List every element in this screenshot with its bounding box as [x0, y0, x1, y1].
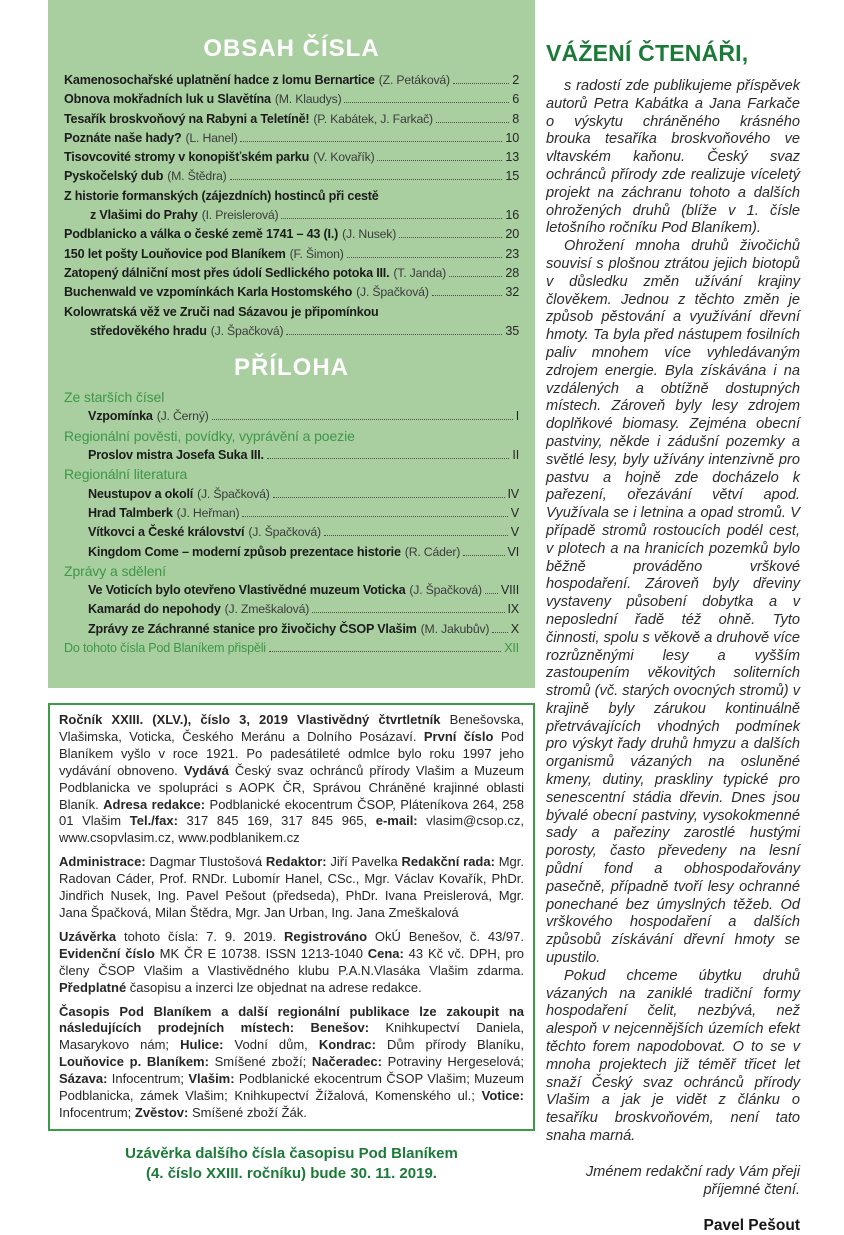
dotted-leader — [273, 487, 505, 498]
toc-item-author: (V. Kovařík) — [313, 150, 375, 165]
imprint-text-run: Infocentrum; — [111, 1071, 189, 1087]
imprint-text-run: OkÚ Benešov, č. 43/97. — [374, 928, 524, 944]
toc-item — [64, 264, 519, 283]
editorial-column — [546, 40, 800, 1235]
editorial-paragraph: Pokud chceme úbytku druhů vázaných na zaniklé tradiční formy hospodaření čelit, nezbývá, než alespoň v nejcennějších územích efekt těchto forem napodobovat. O to se v mnoha projektech již téměř třicet let snaží Český svaz ochránců přírody Vlašim a jak je vidět z článku o tesaříku broskvoňovém, není tato snaha marná. — [546, 967, 800, 1145]
toc-item — [64, 71, 519, 90]
priloha-item-author: (M. Jakubův) — [420, 621, 490, 636]
priloha-page-number: XII — [504, 641, 519, 656]
imprint-paragraph — [59, 929, 524, 997]
imprint-text-run: Kondrac: — [318, 1037, 387, 1053]
imprint-text-run: Hulice: — [180, 1037, 235, 1053]
toc-page-number: 23 — [505, 246, 519, 261]
deadline-note-line2: (4. číslo XXIII. ročníku) bude 30. 11. 2019. — [146, 1164, 437, 1182]
deadline-note-line1: Uzávěrka dalšího čísla časopisu Pod Blaníkem — [125, 1144, 458, 1162]
toc-item-author: (L. Hanel) — [185, 130, 238, 145]
imprint-text-run: Mgr. Radovan Cáder, Prof. RNDr. Lubomír Hanel, CSc., Mgr. Václav Kovařík, PhDr. Jindřich Nusek, Ing. Pavel Pešout (předseda), PhDr. Ivana Preislerová, Mgr. Jana Špačková, Milan Štědra, Mgr. Jan Urban, Ing. Jana Zmeškalová — [59, 854, 524, 920]
priloha-page-number: X — [510, 621, 519, 636]
toc-item-title: Z historie formanských (zájezdních) hostinců při cestě — [64, 188, 379, 203]
toc-item-title: Buchenwald ve vzpomínkách Karla Hostomského — [64, 285, 353, 300]
imprint-text-run: Vydává — [183, 762, 235, 778]
dotted-leader — [463, 545, 504, 556]
category-heading: Zprávy a sdělení — [64, 562, 166, 579]
priloha-item-author: (J. Špačková) — [248, 525, 321, 540]
imprint-text-run: MK ČR E 10738. ISSN 1213-1040 — [159, 945, 368, 961]
priloha-item-title: Do tohoto čísla Pod Blaníkem přispěli — [64, 641, 266, 656]
priloha-item-author: (R. Cáder) — [404, 544, 461, 559]
priloha-item — [64, 600, 519, 619]
left-column — [48, 0, 535, 1184]
imprint-text-run: Dagmar Tlustošová — [149, 854, 266, 870]
editorial-signature: Pavel Pešout — [703, 1216, 800, 1234]
toc-item-title: Pyskočelský dub — [64, 169, 164, 184]
toc-page-number: 16 — [505, 208, 519, 223]
imprint-text-run: Cena: — [367, 945, 409, 961]
dotted-leader — [399, 227, 502, 238]
priloha-item — [64, 485, 519, 504]
dotted-leader — [453, 73, 509, 84]
priloha-item — [64, 446, 519, 465]
dotted-leader — [432, 285, 503, 296]
toc-item — [64, 167, 519, 186]
imprint-text-run: Ročník XXIII. (XLV.), číslo 3, 2019 Vlastivědný čtvrtletník — [59, 712, 450, 727]
imprint-text-run: Smíšené zboží; — [214, 1054, 312, 1070]
priloha-page-number: IV — [507, 486, 519, 501]
priloha-item-author: (J. Heřman) — [176, 505, 240, 520]
dotted-leader — [240, 131, 502, 142]
dotted-leader — [269, 641, 501, 652]
dotted-leader — [344, 92, 509, 103]
imprint-paragraph — [59, 854, 524, 922]
imprint-text-run: tohoto čísla: 7. 9. 2019. — [123, 928, 284, 944]
category-heading: Regionální literatura — [64, 466, 188, 483]
editorial-paragraph: s radostí zde publikujeme příspěvek autorů Petra Kabátka a Jana Farkače o výskytu chráněného krásného brouka tesaříka broskvoňového ve vltavském kaňonu. Český svaz ochránců přírody zde realizuje víceletý projekt na záchranu tohoto a dalších ohrožených druhů (blíže v 1. čísle letošního ročníku Pod Blaníkem). — [546, 78, 800, 237]
dotted-leader — [230, 169, 503, 180]
dotted-leader — [281, 208, 502, 219]
deadline-note — [48, 1144, 535, 1184]
category-heading: Regionální pověsti, povídky, vyprávění a poezie — [64, 427, 355, 444]
toc-title: OBSAH ČÍSLA — [203, 35, 380, 62]
imprint-text-run: Dům přírody Blaníku, — [386, 1037, 525, 1053]
imprint-text-run: Benešov: — [310, 1020, 386, 1036]
toc-page-number: 32 — [505, 285, 519, 300]
imprint-text-run: Český svaz ochránců přírody Vlašim a Muzeum Podblanicka ve spolupráci s AOPK ČR, Správou Chráněné krajinné oblasti Blaník. — [59, 762, 524, 812]
toc-item — [64, 90, 519, 109]
priloha-item — [64, 620, 519, 639]
imprint-text-run: Vlašim: — [188, 1071, 239, 1087]
imprint-box — [48, 703, 535, 1131]
dotted-leader — [212, 409, 513, 420]
editorial-title: VÁŽENÍ ČTENÁŘI, — [546, 40, 749, 66]
contents-panel — [48, 0, 535, 688]
dotted-leader — [324, 525, 508, 536]
dotted-leader — [436, 112, 509, 123]
imprint-text-run: Benešovska, Vlašimska, Voticka, Českého Meránu a Dolního Posázaví. — [59, 712, 524, 744]
priloha-plain-item — [64, 639, 519, 658]
toc-item-author: (P. Kabátek, J. Farkač) — [313, 111, 433, 126]
priloha-page-number: V — [510, 525, 519, 540]
priloha-item-title: Vítkovci a České království — [88, 525, 245, 540]
priloha-page-number: VI — [507, 544, 519, 559]
toc-item-author: (M. Štědra) — [167, 169, 227, 184]
imprint-text-run: Zvěstov: — [134, 1104, 192, 1120]
toc-item-title: středověkého hradu — [90, 323, 207, 338]
dotted-leader — [312, 602, 504, 613]
category-heading: Ze starších čísel — [64, 389, 165, 406]
imprint-text-run: Redaktor: — [265, 854, 331, 870]
imprint-text-run: Pod Blaníkem vyšlo v roce 1921. Po padesátileté odmlce bylo roku 1997 jeho vydávání obnoveno. — [59, 728, 524, 778]
priloha-item-title: Kamarád do nepohody — [88, 602, 221, 617]
imprint-text-run: Předplatné — [59, 979, 130, 995]
toc-item — [64, 225, 519, 244]
toc-item-title: Tesařík broskvoňový na Rabyni a Teletíně! — [64, 111, 310, 126]
editorial-body — [546, 78, 800, 1146]
toc-item — [64, 110, 519, 129]
toc-item — [64, 245, 519, 264]
toc-item-title: Kolowratská věž ve Zruči nad Sázavou je připomínkou — [64, 304, 379, 319]
imprint-text-run: vlasim@csop.cz, www.csopvlasim.cz, www.podblanikem.cz — [59, 813, 524, 846]
toc-list — [64, 71, 519, 341]
priloha-item-author: (J. Černý) — [156, 409, 209, 424]
priloha-item — [64, 504, 519, 523]
imprint-paragraph — [59, 1004, 524, 1122]
toc-item-author: (J. Špačková) — [356, 285, 429, 300]
toc-item-author: (J. Špačková) — [210, 323, 284, 338]
imprint-text-run: Načeradec: — [311, 1054, 388, 1070]
toc-item — [64, 283, 519, 302]
toc-item-author: (M. Klaudys) — [274, 92, 342, 107]
priloha-item — [64, 543, 519, 562]
toc-page-number: 15 — [505, 169, 519, 184]
editorial-paragraph: Ohrožení mnoha druhů živočichů souvisí s plošnou ztrátou jejich biotopů v důsledku změn užívání krajiny člověkem. Jednou z těchto změn je způsob pěstování a využívání dřevní hmoty. Ta byla před nástupem fosilních paliv mnohem více vyhledávaným zdrojem energie. Byla získávána i na vzdálených a obtížně dostupných místech. Zároveň byly lesy zdrojem doplňkové biomasy. Zejména obecní pastviny, někde i zádušní pozemky a světlé lesy, byly užívány intenzivně pro pastvu a hojně zde docházelo k pařezení, ořezávání větví apod. Využívala se i letnina a opad stromů. V případě stromů rostoucích podél cest, v plotech a na hranicích pozemků bylo běžně prováděno vrškové hospodaření. Zároveň byly dřeviny vystaveny působení dobytka a v neposlední řadě též ohně. Tyto činnosti, spolu s věkově a druhově více rozrůzněnými lesy a vyšším zastoupením věkovitých soliterních stromů (vč. starých ovocných stromů) v krajině byly zárukou kontinuálně přetrvávajících vhodných podmínek pro výskyt řady druhů hmyzu a dalších organismů vázaných na osluněné kmeny, dutiny, praskliny typické pro senescentní stádia dřevin. Dnes jsou bývalé obecní pastviny, vysokokmenné sady a pařeziny zarostlé hustými porosty, často převedeny na lesní půdní fond a obhospodařovány pasečně, případně tvoří lesy ochranné ponechané bez úmyslných těžeb. Od vrškového hospodaření a dalších způsobů získávání dřevní hmoty se upustilo. — [546, 238, 800, 967]
priloha-list — [64, 388, 519, 658]
imprint-text-run: Potraviny Hergeselová; — [387, 1054, 524, 1070]
imprint-text-run: Smíšené zboží Žák. — [191, 1104, 307, 1120]
imprint-text-run: Podblanické ekocentrum ČSOP Vlašim; Muzeum Podblanicka, zámek Vlašim; Knihkupectví Žížalová, Komenského ul.; — [59, 1071, 524, 1104]
imprint-text-run: Časopis Pod Blaníkem a další regionální publikace lze zakoupit na následujících prodejních místech: — [59, 1003, 524, 1036]
imprint-text-run: Votice: — [481, 1088, 524, 1104]
toc-item-author: (J. Nusek) — [342, 227, 397, 242]
toc-item-author: (T. Janda) — [393, 265, 447, 280]
toc-item — [64, 187, 519, 206]
imprint-text-run: Adresa redakce: — [103, 796, 210, 812]
imprint-text-run: Vodní dům, — [234, 1037, 319, 1053]
toc-page-number: 35 — [505, 323, 519, 338]
toc-item — [64, 206, 519, 225]
toc-item-title: z Vlašimi do Prahy — [90, 208, 198, 223]
imprint-text-run: 317 845 169, 317 845 965, — [186, 813, 376, 829]
toc-item — [64, 303, 519, 322]
imprint-text-run: Infocentrum; — [59, 1104, 135, 1120]
priloha-page-number: VIII — [500, 583, 519, 598]
dotted-leader — [267, 448, 510, 459]
imprint-text-run: Uzávěrka — [59, 928, 124, 944]
imprint-text-run: časopisu a inzerci lze objednat na adrese redakce. — [129, 979, 422, 995]
toc-item-author: (Z. Petáková) — [378, 73, 450, 87]
imprint-text-run: Jiří Pavelka — [330, 854, 402, 870]
priloha-item-author: (J. Zmeškalová) — [224, 602, 310, 617]
priloha-title: PŘÍLOHA — [234, 354, 349, 382]
toc-item-title: 150 let pošty Louňovice pod Blaníkem — [64, 246, 286, 261]
priloha-item-title: Neustupov a okolí — [88, 486, 194, 501]
priloha-page-number: II — [512, 448, 519, 463]
imprint-text-run: Podblanické ekocentrum ČSOP, Pláteníkova 264, 258 01 Vlašim — [59, 796, 525, 829]
toc-item — [64, 129, 519, 148]
toc-page-number: 10 — [505, 130, 519, 145]
toc-page-number: 20 — [505, 227, 519, 242]
toc-item-author: (F. Šimon) — [289, 246, 344, 261]
imprint-text-run: Evidenční číslo — [59, 945, 160, 961]
priloha-item-title: Ve Voticích bylo otevřeno Vlastivědné muzeum Voticka — [88, 583, 406, 598]
priloha-item — [64, 523, 519, 542]
priloha-page-number: I — [515, 409, 519, 424]
toc-page-number: 13 — [505, 150, 519, 165]
toc-item-title: Obnova mokřadních luk u Slavětína — [64, 92, 271, 107]
toc-item-author: (I. Preislerová) — [201, 208, 279, 223]
toc-item-title: Kamenosochařské uplatnění hadce z lomu Bernartice — [64, 73, 375, 87]
toc-item — [64, 148, 519, 167]
imprint-text-run: První číslo — [423, 728, 501, 744]
priloha-page-number: V — [510, 505, 519, 520]
imprint-paragraph — [59, 712, 524, 847]
priloha-item-title: Kingdom Come – moderní způsob prezentace historie — [88, 544, 401, 559]
imprint-text-run: e-mail: — [375, 813, 427, 829]
toc-page-number: 6 — [512, 92, 519, 107]
priloha-item — [64, 407, 519, 426]
toc-item — [64, 322, 519, 341]
toc-item-title: Tisovcovité stromy v konopišťském parku — [64, 150, 310, 165]
dotted-leader — [242, 506, 507, 517]
imprint-text-run: Registrováno — [283, 928, 375, 944]
priloha-item-title: Vzpomínka — [88, 409, 153, 424]
toc-item-title: Poznáte naše hady? — [64, 130, 182, 145]
priloha-item-title: Zprávy ze Záchranné stanice pro živočichy ČSOP Vlašim — [88, 621, 417, 636]
priloha-item-title: Proslov mistra Josefa Suka III. — [88, 448, 264, 463]
imprint-text-run: Redakční rada: — [401, 854, 499, 870]
dotted-leader — [449, 266, 502, 277]
imprint-text-run: Tel./fax: — [129, 813, 187, 829]
priloha-item-title: Hrad Talmberk — [88, 505, 173, 520]
dotted-leader — [485, 583, 498, 594]
imprint-text-run: 43 Kč vč. DPH, pro členy ČSOP Vlašim a Vlastivědného klubu P.A.N.Vlasáka Vlašim zdarma. — [59, 945, 524, 978]
toc-item-title: Zatopený dálniční most přes údolí Sedlického potoka III. — [64, 265, 390, 280]
priloha-item-author: (J. Špačková) — [409, 583, 482, 598]
dotted-leader — [492, 622, 507, 633]
dotted-leader — [377, 150, 502, 161]
imprint-text-run: Administrace: — [59, 854, 150, 870]
dotted-leader — [347, 247, 503, 258]
priloha-page-number: IX — [507, 602, 519, 617]
priloha-item-author: (J. Špačková) — [197, 486, 270, 501]
priloha-item — [64, 581, 519, 600]
imprint-text-run: Sázava: — [59, 1071, 112, 1087]
toc-page-number: 2 — [512, 73, 519, 87]
toc-page-number: 28 — [505, 265, 519, 280]
imprint-text-run: Knihkupectví Daniela, Masarykovo nám; — [59, 1020, 524, 1053]
editorial-closing: Jménem redakční rady Vám přeji příjemné čtení. — [585, 1163, 800, 1199]
imprint-text-run: Louňovice p. Blaníkem: — [59, 1054, 215, 1070]
dotted-leader — [286, 324, 502, 335]
toc-item-title: Podblanicko a válka o české země 1741 – 43 (I.) — [64, 227, 339, 242]
toc-page-number: 8 — [512, 111, 519, 126]
